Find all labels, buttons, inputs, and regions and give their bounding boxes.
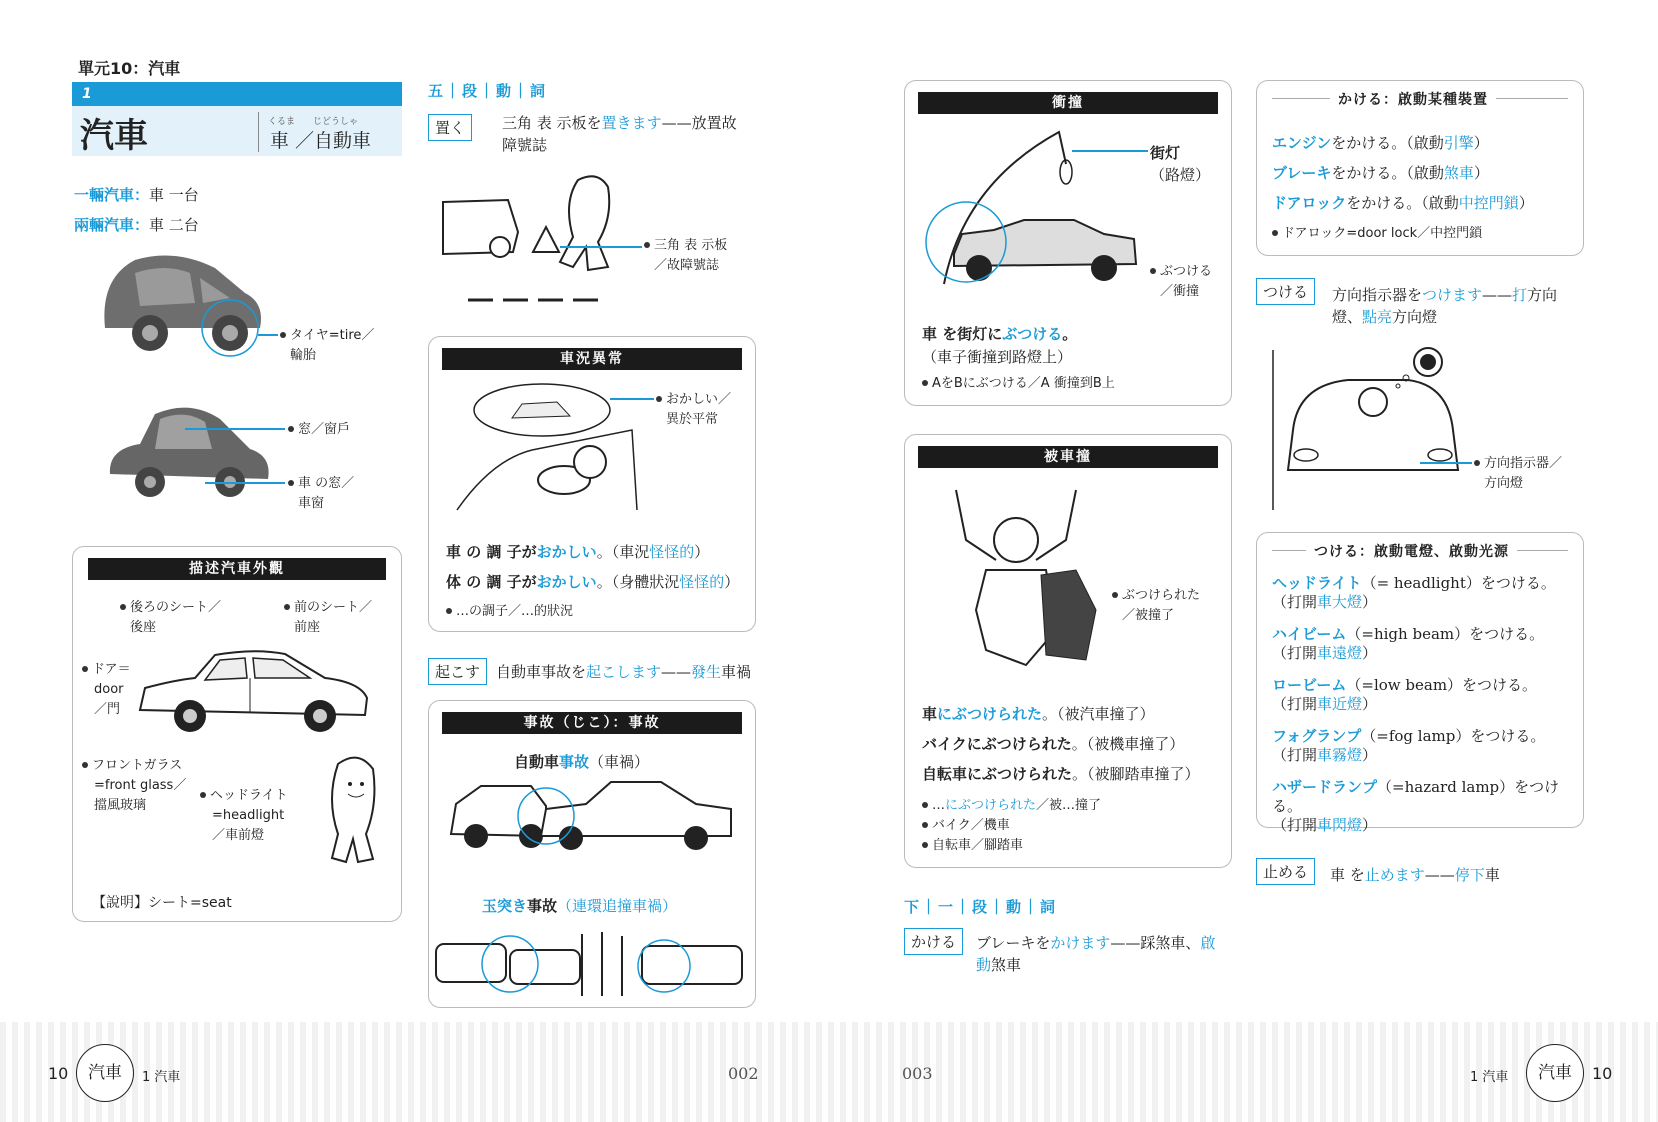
mascot-illustration — [318, 754, 388, 866]
appearance-title: 描述汽車外觀 — [88, 558, 386, 580]
hitby-note-3: 自転車／腳踏車 — [922, 836, 1023, 856]
car-side-illustration — [100, 394, 280, 504]
tsukeru-sentence: 方向指示器をつけます——打方向 燈、點亮方向燈 — [1332, 286, 1558, 326]
title-ruby: くるま じどうしゃ — [268, 117, 359, 127]
footer-label-left: 1 汽車 — [142, 1070, 181, 1085]
title-japanese: 車 ／自動車 — [270, 130, 372, 152]
tomeru-sentence: 車 を止めます——停下車 — [1330, 866, 1500, 884]
abnormal-sentence-1: 車 の 調 子がおかしい。（車況怪怪的） — [446, 543, 710, 561]
footer-unit-number-left: 10 — [48, 1064, 69, 1083]
label-door: ドア＝ door ／門 — [82, 660, 131, 720]
label-butsukerareta: ぶつけられた ／被撞了 — [1112, 586, 1200, 626]
label-headlight: ヘッドライト =headlight ／車前燈 — [200, 786, 288, 846]
hitby-note-1: …にぶつけられた／被…撞了 — [922, 796, 1101, 816]
hitby-sentence-3: 自転車にぶつけられた。（被腳踏車撞了） — [922, 765, 1200, 783]
count-one — [74, 184, 199, 205]
tsukeru-item: ヘッドライト（= headlight）をつける。 （打開車大燈） — [1272, 574, 1556, 611]
footer-badge-left: 汽車 — [76, 1044, 134, 1102]
label-tire: タイヤ=tire／ 輪胎 — [280, 326, 374, 366]
driver-illustration — [452, 380, 642, 515]
hitby-title: 被車撞 — [918, 446, 1218, 468]
word-oku: 置く — [428, 114, 472, 141]
word-okosu: 起こす — [428, 658, 487, 685]
word-tomeru: 止める — [1256, 858, 1315, 885]
okosu-sentence: 自動車事故を起こします——發生車禍 — [496, 663, 752, 681]
pileup-illustration — [432, 924, 752, 1000]
accident-label-1: 自動車事故（車禍） — [514, 753, 650, 771]
page-title: 汽車 — [80, 116, 148, 156]
kakeru-line-1: エンジンをかける。（啟動引擎） — [1272, 134, 1489, 152]
ichidan-heading: 下｜一｜段｜動｜詞 — [904, 898, 1058, 916]
okashii-pointer — [610, 398, 654, 400]
count-two — [74, 214, 199, 235]
tsukeru-item: ハイビーム（=high beam）をつける。 （打開車遠燈） — [1272, 625, 1545, 662]
tsukeru-item: ロービーム（=low beam）をつける。 （打開車近燈） — [1272, 676, 1538, 713]
indicator-pointer — [1420, 462, 1472, 464]
label-front-glass: フロントガラス =front glass／ 擋風玻璃 — [82, 756, 186, 816]
count-one-value: 車 一台 — [149, 186, 199, 204]
window-pointer — [185, 428, 285, 430]
title-divider — [258, 112, 259, 152]
abnormal-title: 車況異常 — [442, 348, 742, 370]
turn-signal-illustration — [1268, 340, 1468, 510]
label-window: 窓／窗戶 — [288, 420, 350, 440]
lamp-pointer — [1072, 150, 1148, 152]
page-number-left: 002 — [728, 1064, 759, 1083]
kakeru-box-title: かける：啟動某種裝置 — [1330, 89, 1496, 109]
tsukeru-list — [1272, 574, 1578, 834]
hit-title: 衝撞 — [918, 92, 1218, 114]
kakeru-line-2: ブレーキをかける。（啟動煞車） — [1272, 164, 1489, 182]
label-indicator: 方向指示器／ 方向燈 — [1474, 454, 1562, 494]
label-okashii: おかしい／ 異於平常 — [656, 390, 731, 430]
car-window-pointer — [205, 482, 285, 484]
kakeru-sentence: ブレーキをかけます——踩煞車、啟 動煞車 — [976, 934, 1216, 974]
section-bar: 1 — [72, 82, 402, 106]
word-tsukeru: つける — [1256, 278, 1315, 305]
label-butsukeru: ぶつける ／衝撞 — [1150, 262, 1212, 302]
label-front-seat: 前のシート／ 前座 — [284, 598, 372, 638]
tsukeru-item: フォグランプ（=fog lamp）をつける。 （打開車霧燈） — [1272, 727, 1546, 764]
label-triangle: 三角 表 示板 ／故障號誌 — [644, 236, 727, 276]
tsukeru-box-title: つける：啟動電燈、啟動光源 — [1306, 541, 1517, 561]
footer-badge-right: 汽車 — [1526, 1044, 1584, 1102]
tire-pointer — [258, 334, 278, 336]
label-back-seat: 後ろのシート／ 後座 — [120, 598, 221, 638]
word-kakeru: かける — [904, 928, 963, 955]
hitby-sentence-1: 車にぶつけられた。（被汽車撞了） — [922, 705, 1155, 723]
appearance-note: 【說明】シート=seat — [92, 895, 232, 911]
footer-unit-number-right: 10 — [1592, 1064, 1613, 1083]
count-one-label: 一輛汽車： — [74, 186, 150, 204]
page-number-right: 003 — [902, 1064, 933, 1083]
footer-label-right: 1 汽車 — [1470, 1070, 1509, 1085]
tsukeru-item: ハザードランプ（=hazard lamp）をつける。 （打開車閃燈） — [1272, 778, 1560, 834]
hit-sentence-2: （車子衝撞到路燈上） — [922, 348, 1073, 366]
triangle-scene-illustration — [438, 172, 638, 312]
hit-note: AをBにぶつける／A 衝撞到B上 — [922, 374, 1115, 394]
accident-label-2: 玉突き事故（連環追撞車禍） — [482, 897, 678, 915]
hit-sentence-1: 車 を街灯にぶつける。 — [922, 325, 1078, 343]
car-illustration — [95, 248, 275, 358]
oku-sentence: 三角 表 示板を置きます——放置故 障號誌 — [502, 114, 737, 154]
unit-heading: 單元10：汽車 — [78, 59, 181, 78]
kakeru-line-3: ドアロックをかける。（啟動中控門鎖） — [1272, 194, 1534, 212]
sedan-illustration — [135, 640, 375, 740]
collision-illustration — [446, 774, 736, 854]
hitby-note-2: バイク／機車 — [922, 816, 1010, 836]
footer-band — [0, 1022, 1658, 1122]
count-two-value: 車 二台 — [149, 216, 199, 234]
godan-heading: 五｜段｜動｜詞 — [428, 82, 548, 100]
person-hit-illustration — [926, 480, 1116, 670]
abnormal-note: …の調子／…的狀況 — [446, 602, 573, 622]
hitby-sentence-2: バイクにぶつけられた。（被機車撞了） — [922, 735, 1185, 753]
triangle-pointer — [560, 246, 642, 248]
label-lamp: 街灯 （路燈） — [1150, 144, 1211, 184]
abnormal-sentence-2: 体 の 調 子がおかしい。（身體狀況怪怪的） — [446, 573, 740, 591]
accident-title: 事故（じこ）：事故 — [442, 712, 742, 734]
count-two-label: 兩輛汽車： — [74, 216, 150, 234]
kakeru-note: ドアロック=door lock／中控門鎖 — [1272, 224, 1482, 244]
label-car-window: 車 の窓／ 車窗 — [288, 474, 354, 514]
